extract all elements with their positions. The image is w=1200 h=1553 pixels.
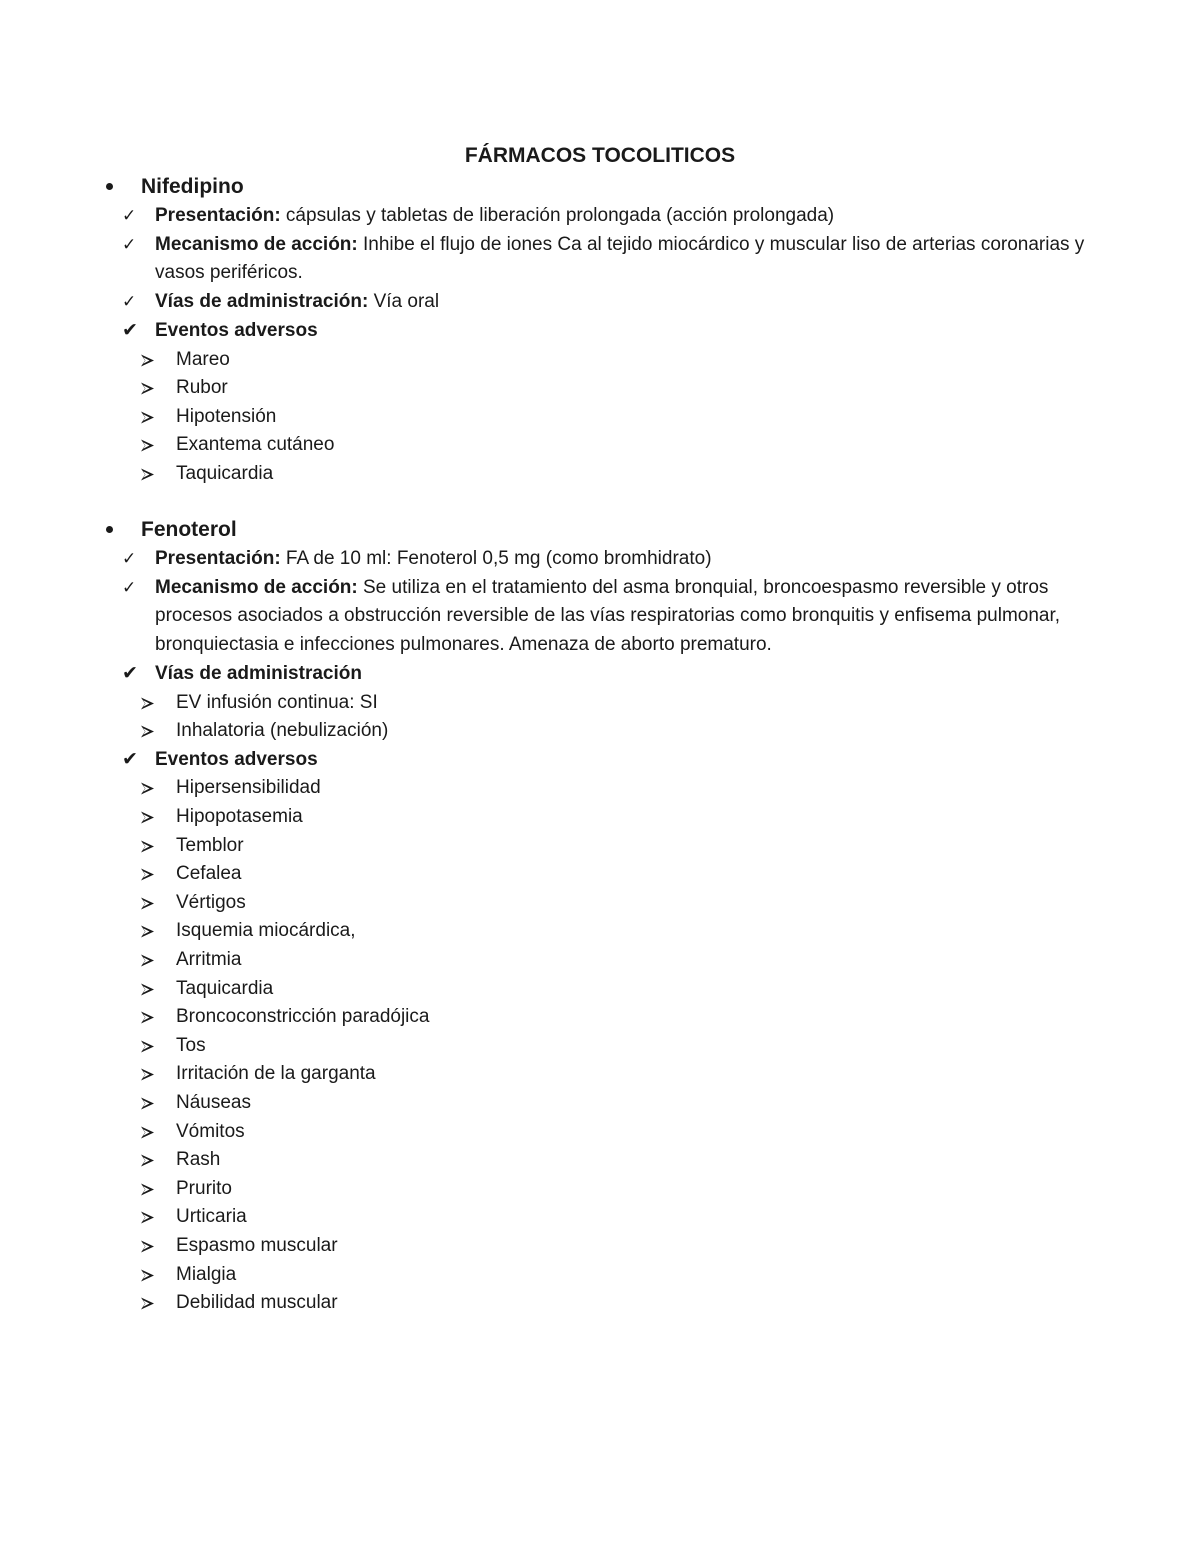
sub-list-item xyxy=(0,1146,1200,1175)
sub-list-item xyxy=(0,975,1200,1004)
sub-list-text: Arritmia xyxy=(176,948,242,970)
item-text: FA de 10 ml: Fenoterol 0,5 mg (como bromhidrato) xyxy=(280,548,712,569)
sub-list-item xyxy=(0,1118,1200,1147)
arrowhead-icon xyxy=(140,1154,155,1167)
sub-list-text: Exantema cutáneo xyxy=(176,434,335,456)
check-icon: ✓ xyxy=(122,234,137,254)
sub-list-item xyxy=(0,1003,1200,1032)
arrowhead-icon xyxy=(140,382,155,395)
adverse-events-list xyxy=(0,774,1200,1317)
arrowhead-icon xyxy=(140,897,155,910)
sub-list-item xyxy=(0,346,1200,375)
sub-list-item xyxy=(0,374,1200,403)
sub-list-text: Rash xyxy=(176,1149,221,1171)
adverse-events-list xyxy=(0,346,1200,489)
item-label: Eventos adversos xyxy=(155,748,318,770)
sub-list-text: Isquemia miocárdica, xyxy=(176,920,356,942)
sub-list-text: Rubor xyxy=(176,377,228,399)
check-icon: ✓ xyxy=(122,549,137,568)
arrowhead-icon xyxy=(140,840,155,853)
drug-section-nifedipino xyxy=(0,172,1200,488)
sub-list-text: Urticaria xyxy=(176,1206,247,1228)
arrowhead-icon xyxy=(140,725,155,738)
item-text: Vía oral xyxy=(368,291,440,313)
sub-list-item xyxy=(0,1203,1200,1232)
item-label: Presentación: xyxy=(155,548,281,569)
sub-list-item xyxy=(0,431,1200,460)
item-label: Vías de administración xyxy=(155,662,362,684)
item-label: Mecanismo de acción: xyxy=(155,576,358,598)
drug-section-fenoterol xyxy=(0,515,1200,1318)
sub-list-text: Taquicardia xyxy=(176,462,274,484)
check-icon: ✓ xyxy=(122,577,137,597)
adverse-events-item xyxy=(0,746,1200,775)
sub-list-item xyxy=(0,832,1200,861)
item-label: Presentación: xyxy=(155,205,281,226)
arrowhead-icon xyxy=(140,1183,155,1196)
sub-list-item xyxy=(0,1289,1200,1318)
check-icon: ✓ xyxy=(122,292,137,312)
arrowhead-icon xyxy=(140,1040,155,1053)
arrowhead-icon xyxy=(140,697,155,710)
arrowhead-icon xyxy=(140,1269,155,1282)
adverse-events-item xyxy=(0,317,1200,346)
sub-list-item xyxy=(0,1060,1200,1089)
sub-list-text: Temblor xyxy=(176,834,244,856)
item-label: Mecanismo de acción: xyxy=(155,233,358,255)
check-icon: ✔ xyxy=(122,748,138,770)
sub-list-item xyxy=(0,860,1200,889)
mechanism-item xyxy=(0,231,1200,288)
sub-list-item xyxy=(0,1175,1200,1204)
sub-list-item xyxy=(0,917,1200,946)
sub-list-item xyxy=(0,946,1200,975)
sub-list-text: Inhalatoria (nebulización) xyxy=(176,720,389,742)
bullet-icon xyxy=(106,183,113,190)
sub-list-item xyxy=(0,1032,1200,1061)
sub-list-text: Prurito xyxy=(176,1177,232,1199)
arrowhead-icon xyxy=(140,1297,155,1310)
sub-list-item xyxy=(0,717,1200,746)
sub-list-text: Vértigos xyxy=(176,891,246,913)
sub-list-text: Mareo xyxy=(176,348,230,370)
sub-list-text: Vómitos xyxy=(176,1120,245,1142)
check-icon: ✔ xyxy=(122,662,138,684)
drug-name: Nifedipino xyxy=(141,175,244,198)
arrowhead-icon xyxy=(140,1240,155,1253)
sub-list-text: Hipotensión xyxy=(176,405,277,427)
sub-list-text: Debilidad muscular xyxy=(176,1292,338,1314)
sub-list-item xyxy=(0,403,1200,432)
sub-list-item xyxy=(0,460,1200,489)
presentation-item xyxy=(0,545,1200,574)
arrowhead-icon xyxy=(140,1211,155,1224)
sub-list-text: Espasmo muscular xyxy=(176,1234,338,1256)
routes-item xyxy=(0,660,1200,689)
item-text: Se utiliza en el tratamiento del asma bronquial, broncoespasmo reversible y otros procesos asociados a obstrucción reversible de las vías respiratorias como bronquitis y enfisema pulmonar, bronquiectasia e infecciones pulmonares. Amenaza de aborto prematuro. xyxy=(155,576,1061,656)
sub-list-text: Hipersensibilidad xyxy=(176,777,321,799)
sub-list-item xyxy=(0,774,1200,803)
sub-list-text: Náuseas xyxy=(176,1091,251,1113)
sub-list-text: Cefalea xyxy=(176,863,242,885)
sub-list-item xyxy=(0,1089,1200,1118)
drug-heading xyxy=(0,172,1200,202)
arrowhead-icon xyxy=(140,411,155,424)
mechanism-item xyxy=(0,574,1200,660)
drug-name: Fenoterol xyxy=(141,518,237,541)
item-text: Inhibe el flujo de iones Ca al tejido miocárdico y muscular liso de arterias coronarias y vasos periféricos. xyxy=(155,233,1085,284)
bullet-icon xyxy=(106,526,113,533)
routes-item xyxy=(0,288,1200,317)
sub-list-text: Hipopotasemia xyxy=(176,806,303,827)
sub-list-text: EV infusión continua: SI xyxy=(176,691,378,713)
sub-list-item xyxy=(0,889,1200,918)
arrowhead-icon xyxy=(140,468,155,481)
drug-heading xyxy=(0,515,1200,545)
arrowhead-icon xyxy=(140,354,155,367)
arrowhead-icon xyxy=(140,983,155,996)
check-icon: ✓ xyxy=(122,206,137,225)
sub-list-text: Taquicardia xyxy=(176,977,274,999)
check-icon: ✔ xyxy=(122,319,138,341)
arrowhead-icon xyxy=(140,954,155,967)
sub-list-text: Tos xyxy=(176,1034,206,1056)
sub-list-item xyxy=(0,1261,1200,1290)
document-title: FÁRMACOS TOCOLITICOS xyxy=(464,144,736,167)
presentation-item xyxy=(0,202,1200,231)
sub-list-item xyxy=(0,803,1200,832)
arrowhead-icon xyxy=(140,782,155,795)
arrowhead-icon xyxy=(140,1068,155,1081)
arrowhead-icon xyxy=(140,1126,155,1139)
routes-list xyxy=(0,689,1200,746)
arrowhead-icon xyxy=(140,925,155,938)
arrowhead-icon xyxy=(140,811,155,824)
item-label: Vías de administración: xyxy=(155,291,369,313)
item-label: Eventos adversos xyxy=(155,319,318,341)
arrowhead-icon xyxy=(140,439,155,452)
sub-list-text: Broncoconstricción paradójica xyxy=(176,1006,430,1028)
arrowhead-icon xyxy=(140,868,155,881)
item-text: cápsulas y tabletas de liberación prolongada (acción prolongada) xyxy=(280,205,835,226)
sub-list-item xyxy=(0,689,1200,718)
arrowhead-icon xyxy=(140,1011,155,1024)
sub-list-text: Irritación de la garganta xyxy=(176,1063,376,1085)
sub-list-item xyxy=(0,1232,1200,1261)
sub-list-text: Mialgia xyxy=(176,1263,237,1285)
arrowhead-icon xyxy=(140,1097,155,1110)
